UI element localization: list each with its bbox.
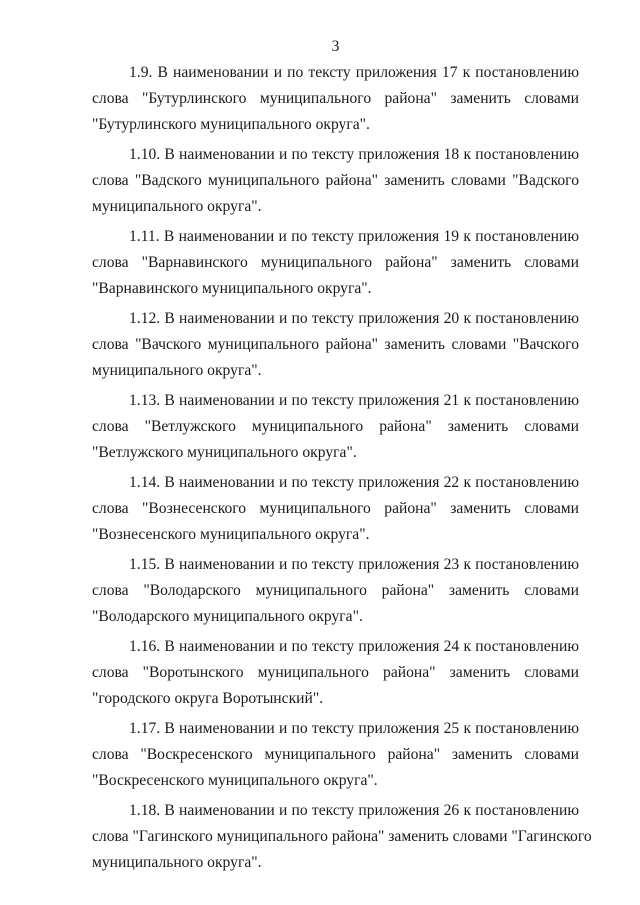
- document-paragraph: [92, 388, 579, 466]
- paragraph-line: слова "Воротынского муниципального района" заменить словами: [92, 664, 579, 681]
- paragraph-line: слова "Володарского муниципального района" заменить словами: [92, 582, 579, 599]
- paragraph-line: 1.12. В наименовании и по тексту приложения 20 к постановлению: [129, 310, 579, 327]
- paragraph-line: слова "Бутурлинского муниципального района" заменить словами: [92, 90, 579, 107]
- paragraph-line: слова "Гагинского муниципального района" заменить словами "Гагинского: [92, 828, 592, 845]
- document-paragraph: [92, 798, 592, 876]
- paragraph-line: "Володарского муниципального округа".: [92, 608, 363, 625]
- paragraph-line: слова "Ветлужского муниципального района" заменить словами: [92, 418, 579, 435]
- paragraph-line: 1.10. В наименовании и по тексту приложения 18 к постановлению: [129, 146, 579, 163]
- document-paragraph: [92, 142, 579, 220]
- paragraph-line: "Бутурлинского муниципального округа".: [92, 116, 370, 133]
- paragraph-line: 1.14. В наименовании и по тексту приложения 22 к постановлению: [129, 474, 579, 491]
- paragraph-line: "Вознесенского муниципального округа".: [92, 526, 370, 543]
- page-number: 3: [331, 38, 340, 55]
- paragraph-line: "Воскресенского муниципального округа".: [92, 772, 378, 789]
- paragraph-line: муниципального округа".: [92, 362, 262, 379]
- paragraph-line: 1.11. В наименовании и по тексту приложения 19 к постановлению: [129, 228, 579, 245]
- paragraph-line: слова "Вознесенского муниципального района" заменить словами: [92, 500, 579, 517]
- paragraph-line: 1.17. В наименовании и по тексту приложения 25 к постановлению: [129, 720, 579, 737]
- document-paragraph: [92, 716, 579, 794]
- paragraph-line: слова "Варнавинского муниципального района" заменить словами: [92, 254, 579, 271]
- paragraph-line: "Ветлужского муниципального округа".: [92, 444, 357, 461]
- paragraph-line: 1.15. В наименовании и по тексту приложения 23 к постановлению: [129, 556, 579, 573]
- paragraph-line: "городского округа Воротынский".: [92, 690, 324, 707]
- document-body: [92, 60, 592, 876]
- document-paragraph: [92, 224, 579, 302]
- document-paragraph: [92, 60, 579, 138]
- paragraph-line: 1.9. В наименовании и по тексту приложения 17 к постановлению: [129, 64, 579, 81]
- paragraph-line: муниципального округа".: [92, 854, 262, 871]
- paragraph-line: слова "Воскресенского муниципального района" заменить словами: [92, 746, 579, 763]
- paragraph-line: 1.13. В наименовании и по тексту приложения 21 к постановлению: [129, 392, 579, 409]
- paragraph-line: слова "Вачского муниципального района" заменить словами "Вачского: [92, 336, 579, 353]
- paragraph-line: 1.16. В наименовании и по тексту приложения 24 к постановлению: [129, 638, 579, 655]
- paragraph-line: 1.18. В наименовании и по тексту приложения 26 к постановлению: [129, 802, 579, 819]
- document-paragraph: [92, 470, 579, 548]
- document-paragraph: [92, 552, 579, 630]
- paragraph-line: "Варнавинского муниципального округа".: [92, 280, 372, 297]
- paragraph-line: слова "Вадского муниципального района" заменить словами "Вадского: [92, 172, 579, 189]
- paragraph-line: муниципального округа".: [92, 198, 262, 215]
- document-paragraph: [92, 306, 579, 384]
- document-paragraph: [92, 634, 579, 712]
